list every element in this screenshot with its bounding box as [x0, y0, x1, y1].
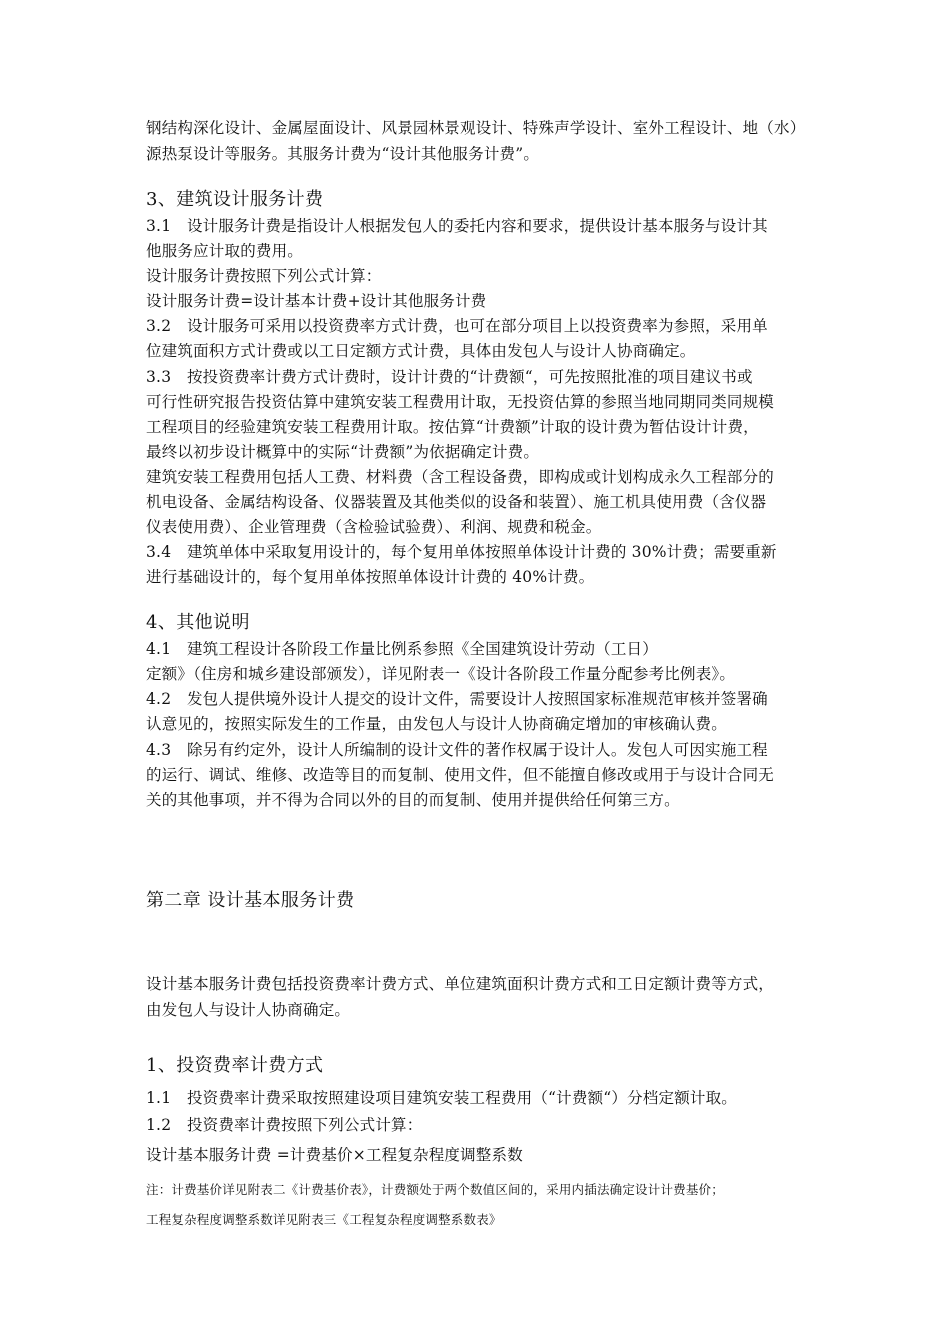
body-text-line: 仪表使用费）、企业管理费（含检验试验费）、利润、规费和税金。 — [146, 518, 602, 536]
body-text-line: 他服务应计取的费用。 — [146, 242, 304, 260]
body-text-line: 3.4 建筑单体中采取复用设计的，每个复用单体按照单体设计计费的 30%计费；需要重新 — [146, 543, 777, 561]
body-text-line: 定额》（住房和城乡建设部颁发），详见附表一《设计各阶段工作量分配参考比例表》。 — [146, 665, 736, 683]
body-text-line: 机电设备、金属结构设备、仪器装置及其他类似的设备和装置）、施工机具使用费（含仪器 — [146, 493, 767, 511]
body-text-line: 建筑安装工程费用包括人工费、材料费（含工程设备费，即构成或计划构成永久工程部分的 — [146, 468, 775, 486]
body-text-line: 4.1 建筑工程设计各阶段工作量比例系参照《全国建筑设计劳动（工日） — [146, 640, 658, 658]
chapter-title: 第二章 设计基本服务计费 — [146, 890, 355, 911]
formula-line: 设计基本服务计费 =计费基价×工程复杂程度调整系数 — [146, 1146, 523, 1164]
body-text-line: 进行基础设计的，每个复用单体按照单体设计计费的 40%计费。 — [146, 568, 595, 586]
body-text-line: 1.2 投资费率计费按照下列公式计算： — [146, 1116, 423, 1134]
note-line: 工程复杂程度调整系数详见附表三《工程复杂程度调整系数表》 — [146, 1212, 502, 1227]
body-text-line: 源热泵设计等服务。其服务计费为“设计其他服务计费”。 — [146, 145, 540, 163]
body-text-line: 4.2 发包人提供境外设计人提交的设计文件，需要设计人按照国家标准规范审核并签署确 — [146, 690, 768, 708]
body-text-line: 设计基本服务计费包括投资费率计费方式、单位建筑面积计费方式和工日定额计费等方式， — [146, 975, 775, 993]
body-text-line: 工程项目的经验建筑安装工程费用计取。按估算“计费额”计取的设计费为暂估设计计费， — [146, 418, 759, 436]
section-heading-3: 3、建筑设计服务计费 — [146, 189, 324, 210]
body-text-line: 1.1 投资费率计费采取按照建设项目建筑安装工程费用（“计费额“）分档定额计取。 — [146, 1089, 738, 1107]
body-text-line: 设计服务计费按照下列公式计算： — [146, 267, 382, 285]
section-heading-1: 1、投资费率计费方式 — [146, 1055, 324, 1076]
body-text-line: 可行性研究报告投资估算中建筑安装工程费用计取，无投资估算的参照当地同期同类同规模 — [146, 393, 775, 411]
body-text-line: 的运行、调试、维修、改造等目的而复制、使用文件，但不能擅自修改或用于与设计合同无 — [146, 766, 775, 784]
body-text-line: 4.3 除另有约定外，设计人所编制的设计文件的著作权属于设计人。发包人可因实施工程 — [146, 741, 768, 759]
note-line: 注：计费基价详见附表二《计费基价表》，计费额处于两个数值区间的，采用内插法确定设计计费基价； — [146, 1182, 724, 1197]
body-text-line: 3.3 按投资费率计费方式计费时，设计计费的“计费额“，可先按照批准的项目建议书或 — [146, 368, 753, 386]
body-text-line: 关的其他事项，并不得为合同以外的目的而复制、使用并提供给任何第三方。 — [146, 791, 680, 809]
body-text-line: 认意见的，按照实际发生的工作量，由发包人与设计人协商确定增加的审核确认费。 — [146, 715, 727, 733]
formula-line: 设计服务计费=设计基本计费+设计其他服务计费 — [146, 292, 487, 310]
body-text-line: 3.2 设计服务可采用以投资费率方式计费，也可在部分项目上以投资费率为参照，采用单 — [146, 317, 768, 335]
section-heading-4: 4、其他说明 — [146, 612, 250, 633]
body-text-line: 由发包人与设计人协商确定。 — [146, 1001, 351, 1019]
body-text-line: 3.1 设计服务计费是指设计人根据发包人的委托内容和要求，提供设计基本服务与设计其 — [146, 217, 768, 235]
body-text-line: 最终以初步设计概算中的实际“计费额”为依据确定计费。 — [146, 443, 540, 461]
body-text-line: 钢结构深化设计、金属屋面设计、风景园林景观设计、特殊声学设计、室外工程设计、地（水） — [146, 119, 806, 137]
body-text-line: 位建筑面积方式计费或以工日定额方式计费，具体由发包人与设计人协商确定。 — [146, 342, 696, 360]
